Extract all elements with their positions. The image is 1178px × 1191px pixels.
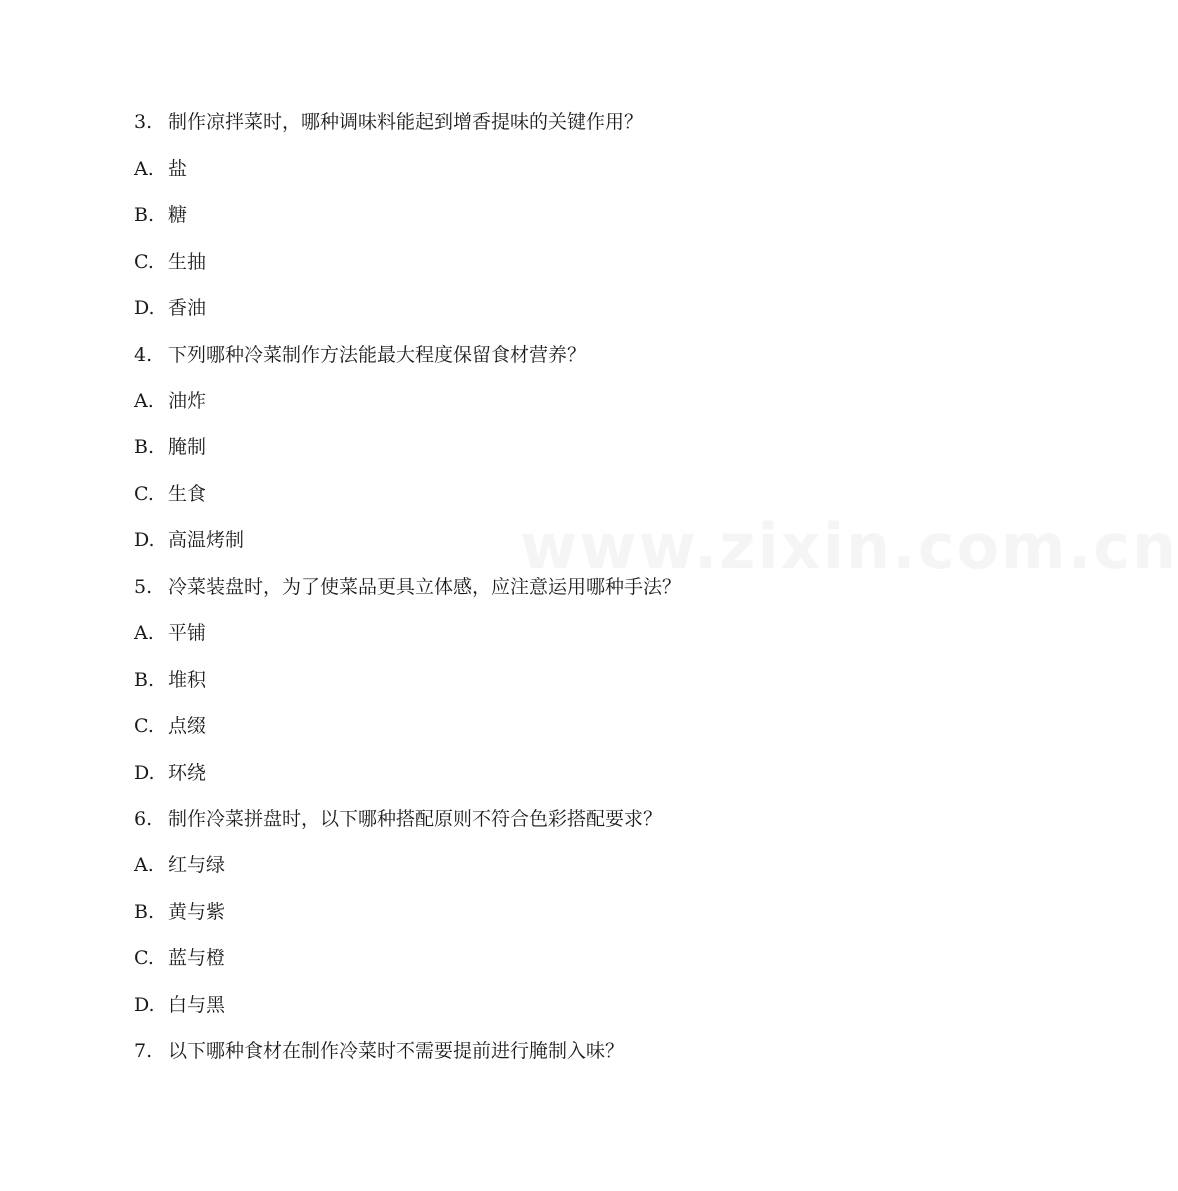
question-3 (134, 107, 643, 137)
option-letter: C. (134, 483, 154, 505)
option-text: 红与绿 (168, 854, 226, 876)
option-6c (134, 943, 225, 973)
option-text: 香油 (168, 297, 207, 319)
option-4b (134, 432, 206, 462)
option-letter: D. (134, 994, 155, 1016)
question-text: 制作冷菜拼盘时，以下哪种搭配原则不符合色彩搭配要求？ (168, 808, 663, 830)
option-text: 白与黑 (168, 994, 226, 1016)
option-text: 腌制 (168, 436, 207, 458)
option-3a (134, 154, 187, 184)
option-4c (134, 479, 206, 509)
option-text: 点缀 (168, 715, 207, 737)
option-4a (134, 386, 206, 416)
option-letter: B. (134, 901, 155, 923)
option-letter: C. (134, 251, 154, 273)
option-letter: B. (134, 436, 155, 458)
option-text: 高温烤制 (168, 529, 245, 551)
option-text: 蓝与橙 (168, 947, 226, 969)
option-text: 生抽 (168, 251, 207, 273)
option-letter: D. (134, 762, 155, 784)
option-text: 生食 (168, 483, 207, 505)
option-letter: D. (134, 529, 155, 551)
option-letter: A. (134, 854, 154, 876)
option-text: 平铺 (168, 622, 207, 644)
watermark: www.zixin.com.cn (520, 510, 1178, 583)
question-7 (134, 1036, 624, 1066)
option-text: 糖 (168, 204, 188, 226)
question-text: 以下哪种食材在制作冷菜时不需要提前进行腌制入味？ (168, 1040, 625, 1062)
option-letter: C. (134, 715, 154, 737)
question-text: 制作凉拌菜时，哪种调味料能起到增香提味的关键作用？ (168, 111, 644, 133)
option-3c (134, 247, 206, 277)
question-number: 4. (134, 344, 153, 366)
question-number: 5. (134, 576, 153, 598)
option-text: 油炸 (168, 390, 207, 412)
option-letter: A. (134, 622, 154, 644)
question-number: 3. (134, 111, 153, 133)
option-5d (134, 758, 206, 788)
question-5 (134, 572, 681, 602)
option-letter: B. (134, 204, 155, 226)
option-6b (134, 897, 225, 927)
question-6 (134, 804, 662, 834)
option-6a (134, 850, 225, 880)
option-text: 堆积 (168, 669, 207, 691)
question-text: 冷菜装盘时，为了使菜品更具立体感，应注意运用哪种手法？ (168, 576, 682, 598)
option-5b (134, 665, 206, 695)
question-text: 下列哪种冷菜制作方法能最大程度保留食材营养？ (168, 344, 587, 366)
option-5a (134, 618, 206, 648)
question-4 (134, 340, 586, 370)
option-4d (134, 525, 244, 555)
option-letter: A. (134, 390, 154, 412)
option-3b (134, 200, 187, 230)
question-number: 6. (134, 808, 153, 830)
option-letter: B. (134, 669, 155, 691)
option-letter: C. (134, 947, 154, 969)
option-letter: D. (134, 297, 155, 319)
option-5c (134, 711, 206, 741)
option-text: 黄与紫 (168, 901, 226, 923)
question-number: 7. (134, 1040, 153, 1062)
option-6d (134, 990, 225, 1020)
option-text: 盐 (168, 158, 188, 180)
option-letter: A. (134, 158, 154, 180)
option-3d (134, 293, 206, 323)
option-text: 环绕 (168, 762, 207, 784)
